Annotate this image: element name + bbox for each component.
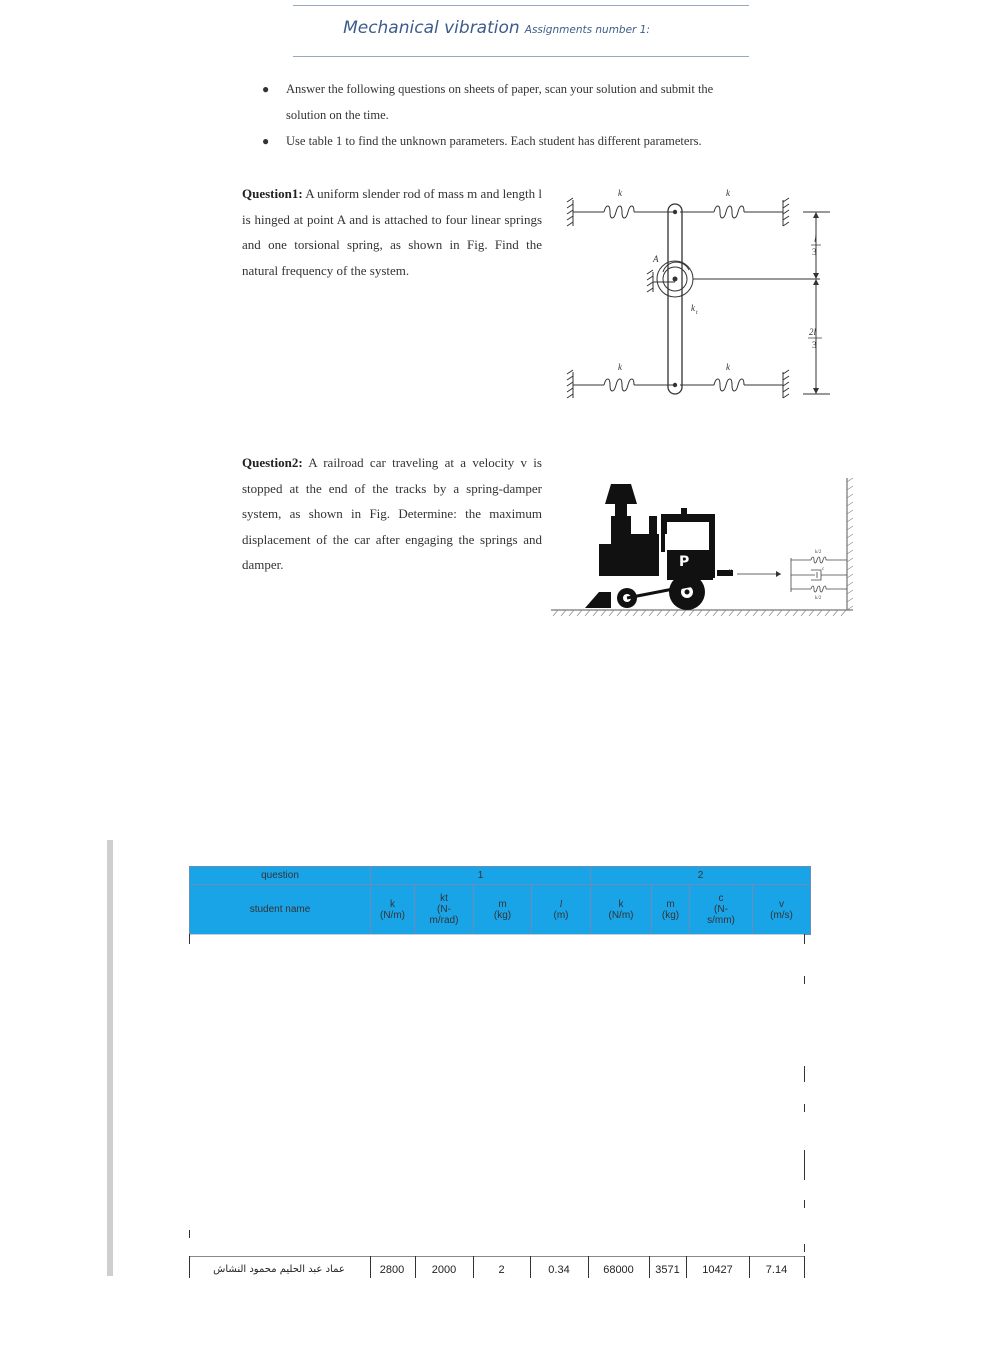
student-name-cell: عماد عبد الحليم محمود النشاش xyxy=(213,1264,345,1275)
col-m-2: m (kg) xyxy=(652,885,690,935)
velocity-label: v xyxy=(729,568,732,574)
col-k-1: k (N/m) xyxy=(371,885,415,935)
dim-3: 3 xyxy=(812,247,817,257)
col-m-1: m (kg) xyxy=(474,885,532,935)
value-k-1: 2800 xyxy=(379,1264,405,1276)
spring-label-k: k xyxy=(726,362,730,372)
damper-label: c xyxy=(822,567,825,572)
spring-label-k: k xyxy=(618,362,622,372)
torsional-spring-label: k xyxy=(691,303,695,313)
torsional-spring-sub: t xyxy=(696,310,698,316)
spring-label-k: k xyxy=(618,188,622,198)
question2-body: A railroad car traveling at a velocity v is stopped at the end of the tracks by a spring-damper system, as shown in Fig. Determine: the maximum displacement of the car after engaging the springs and damper. xyxy=(242,455,542,572)
value-m-1: 2 xyxy=(498,1264,505,1276)
table-row xyxy=(189,1256,805,1278)
title-sub: Assignments number 1: xyxy=(524,24,650,36)
value-k-2: 68000 xyxy=(603,1264,634,1276)
train-label-p: P xyxy=(679,554,690,570)
header-question: question xyxy=(190,867,371,885)
rod-spring-figure xyxy=(558,186,838,408)
question1-label: Question1: xyxy=(242,186,303,201)
page-margin-bar xyxy=(107,840,113,1276)
hinge-label-a: A xyxy=(653,254,659,264)
col-v: v (m/s) xyxy=(753,885,811,935)
bullet-icon: ● xyxy=(262,134,270,148)
question2-label: Question2: xyxy=(242,455,303,470)
buffer-spring-label: k/2 xyxy=(815,550,822,555)
question1-text xyxy=(242,181,542,283)
question1-body: A uniform slender rod of mass m and length l is hinged at point A and is attached to four linear springs and one torsional spring, as shown in Fig. Find the natural frequency of the system. xyxy=(242,186,542,278)
value-l: 0.34 xyxy=(548,1264,570,1276)
value-kt: 2000 xyxy=(431,1264,457,1276)
question2-text xyxy=(242,450,542,578)
document-title xyxy=(0,18,993,38)
dim-l: l xyxy=(814,234,817,244)
buffer-spring-label: k/2 xyxy=(815,596,822,601)
col-k-2: k (N/m) xyxy=(591,885,652,935)
col-l: l (m) xyxy=(532,885,591,935)
col-c: c (N- s/mm) xyxy=(690,885,753,935)
header-question-1: 1 xyxy=(371,867,591,885)
dim-2l: 2l xyxy=(809,327,817,337)
value-v: 7.14 xyxy=(765,1264,788,1276)
value-c: 10427 xyxy=(702,1264,733,1276)
parameters-table xyxy=(189,866,811,935)
value-m-2: 3571 xyxy=(655,1264,680,1276)
col-kt: kt (N- m/rad) xyxy=(415,885,474,935)
train-damper-figure xyxy=(549,474,857,620)
bullet-icon: ● xyxy=(262,82,270,96)
spring-label-k: k xyxy=(726,188,730,198)
header-student-name: student name xyxy=(190,885,371,935)
dim-3: 3 xyxy=(812,340,817,350)
title-main: Mechanical vibration xyxy=(343,18,520,38)
header-question-2: 2 xyxy=(591,867,811,885)
